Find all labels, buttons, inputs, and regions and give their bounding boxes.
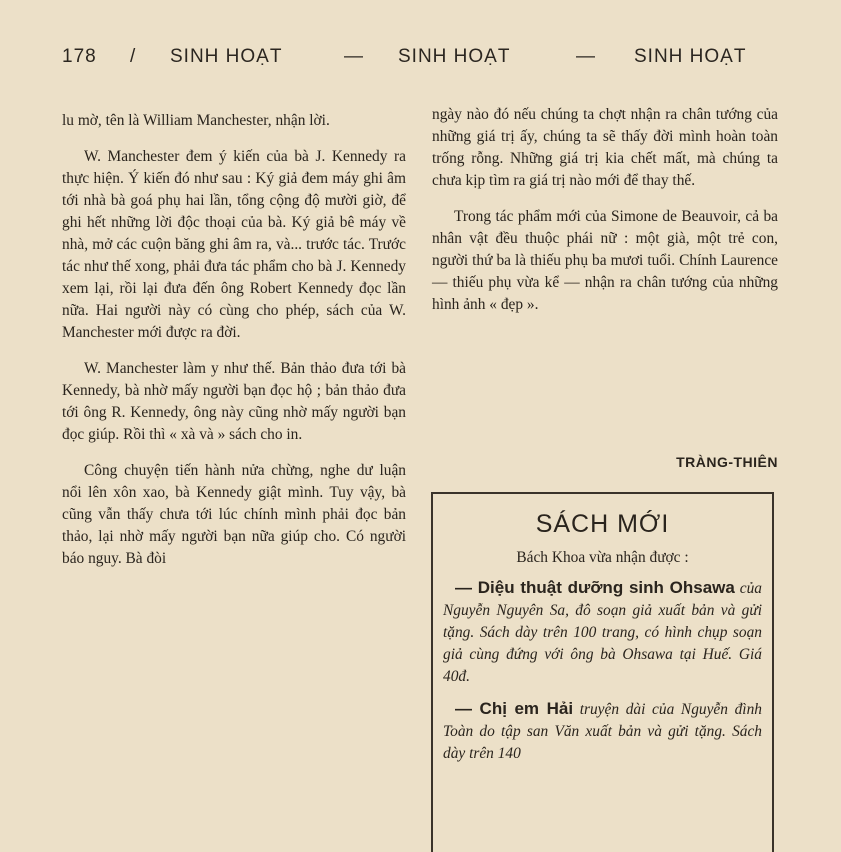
- book-description: của Nguyễn Nguyên Sa, đô soạn giả xuất bản và gửi tặng. Sách dày trên 100 trang, có hình chụp soạn giả cùng đứng với ông bà Ohsawa tại Huế. Giá 40đ.: [443, 580, 762, 685]
- book-title: — Diệu thuật dưỡng sinh Ohsawa: [455, 578, 735, 597]
- paragraph: Trong tác phẩm mới của Simone de Beauvoir, cả ba nhân vật đều thuộc phái nữ : một già, một trẻ con, người thứ ba là thiếu phụ ba mươi tuổi. Chính Laurence — thiếu phụ vừa kể — nhận ra chân tướng của những hình ảnh « đẹp ».: [432, 208, 778, 313]
- header-section-1: SINH HOẠT: [170, 46, 283, 67]
- box-title: SÁCH MỚI: [535, 510, 670, 538]
- running-header: [62, 46, 780, 76]
- box-subtitle: Bách Khoa vừa nhận được :: [516, 549, 689, 566]
- book-title: — Chị em Hải: [455, 699, 574, 718]
- author-signature: TRÀNG-THIÊN: [676, 454, 778, 470]
- header-section-3: SINH HOẠT: [634, 46, 747, 67]
- paragraph: W. Manchester đem ý kiến của bà J. Kennedy ra thực hiện. Ý kiến đó như sau : Ký giả đem máy ghi âm tới nhà bà goá phụ hai lần, tổng cộng độ mười giờ, để ghi hết những lời độc thoại của bà. Ký giả bê máy về nhà, mở các cuộn băng ghi âm ra, và... trước tác. Trước tác như thế xong, phải đưa tác phẩm cho bà J. Kennedy xem lại, rồi lại đưa đến ông Robert Kennedy đọc lần nữa. Hai người này có cùng cho phép, sách của W. Manchester mới được ra đời.: [62, 148, 406, 341]
- left-column: [62, 110, 406, 570]
- header-slash: /: [130, 46, 137, 67]
- book-entry: [443, 698, 762, 765]
- paragraph: Công chuyện tiến hành nửa chừng, nghe dư luận nổi lên xôn xao, bà Kennedy giật mình. Tuy vậy, bà cũng vẫn thấy chưa tới lúc chính mình phải đọc bản thảo, lại nhờ mấy người bạn nữa giúp cho. Có người báo nguy. Bà đòi: [62, 462, 406, 567]
- book-description: truyện dài của Nguyễn đình Toàn do tập san Văn xuất bản và gửi tặng. Sách dày trên 140: [443, 701, 762, 762]
- header-dash-1: —: [344, 46, 364, 67]
- book-entry: [443, 577, 762, 688]
- right-column: [432, 104, 778, 316]
- new-books-box: [431, 492, 774, 852]
- paragraph: lu mờ, tên là William Manchester, nhận lời.: [62, 112, 330, 129]
- header-dash-2: —: [576, 46, 596, 67]
- paragraph: W. Manchester làm y như thế. Bản thảo đưa tới bà Kennedy, bà nhờ mấy người bạn đọc hộ ; bản thảo đưa tới ông R. Kennedy, ông này cũng nhờ mấy người bạn đọc giúp. Rồi thì « xà và » sách cho in.: [62, 360, 406, 443]
- page-number: 178: [62, 46, 97, 67]
- paragraph: ngày nào đó nếu chúng ta chợt nhận ra chân tướng của những giá trị ấy, chúng ta sẽ thấy đời mình hoàn toàn trống rỗng. Những giá trị kia chết mất, mà chúng ta chưa kịp tìm ra giá trị nào mới để thay thế.: [432, 106, 778, 189]
- header-section-2: SINH HOẠT: [398, 46, 511, 67]
